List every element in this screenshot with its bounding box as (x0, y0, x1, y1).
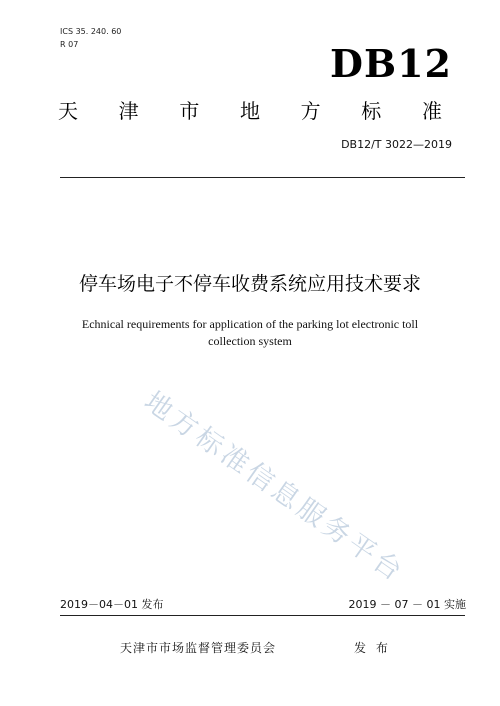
standard-type-char: 天 (58, 99, 78, 123)
title-english: Echnical requirements for application of the parking lot electronic toll collection system (81, 317, 419, 348)
top-divider (60, 177, 465, 178)
watermark: 地方标准信息服务平台 (138, 385, 411, 590)
bottom-divider (60, 615, 465, 616)
standard-code: DB12 (330, 41, 452, 86)
title-chinese: 停车场电子不停车收费系统应用技术要求 (78, 273, 421, 295)
issue-label: 发 布 (354, 641, 391, 655)
standard-type-char: 标 (361, 99, 382, 123)
standard-type-char: 津 (118, 99, 139, 123)
publish-date: 2019－04－01 发布 (60, 598, 164, 611)
ccs-code: R 07 (60, 40, 79, 49)
standard-number: DB12/T 3022—2019 (341, 138, 452, 151)
issuing-authority: 天津市市场监督管理委员会 (120, 641, 277, 655)
ics-code: ICS 35. 240. 60 (60, 27, 122, 36)
implement-date: 2019 － 07 － 01 实施 (348, 598, 466, 611)
standard-type-char: 准 (421, 99, 442, 123)
standard-type-char: 方 (300, 99, 321, 123)
standard-type (58, 99, 442, 123)
standard-type-char: 地 (239, 99, 260, 123)
standard-type-char: 市 (179, 99, 200, 123)
